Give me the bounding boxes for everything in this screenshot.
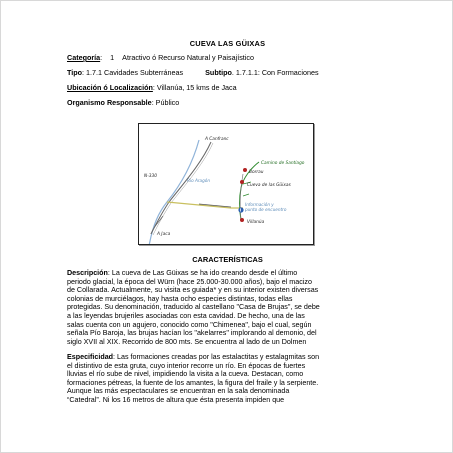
document-title: CUEVA LAS GÜIXAS (189, 39, 266, 48)
label-borrau: Borrau (249, 170, 264, 175)
descripcion-line: de Collarada. Actualmente, su visita es guiada* y en su interior existen diversas (67, 286, 319, 295)
label-informacion-2: punto de encuentro (245, 207, 287, 212)
categoria-row (67, 53, 254, 62)
location-map (138, 123, 314, 245)
especificidad-line: lluvias el río sube de nivel, impidiendo la visita a la cueva. Destacan, como (67, 370, 304, 379)
especificidad-label: Especificidad (67, 353, 114, 361)
road-n330-edge (153, 143, 213, 235)
especificidad-line: formaciones pétreas, la fuente de los amantes, la figura del fraile y la serpiente. (67, 378, 319, 387)
organismo-row (67, 98, 179, 107)
descripcion-line: salas cuenta con un agujero, conocido como "Chimenea", bajo el cual, según (67, 320, 312, 329)
categoria-number: 1 (110, 53, 115, 62)
descripcion-line: protegidas. Su denominación, traducido al castellano "Casa de Brujas", se debe (67, 303, 320, 312)
ubicacion-value: : Villanúa, 15 kms de Jaca (152, 83, 237, 92)
river-line (149, 140, 199, 245)
categoria-separator: : (100, 53, 103, 62)
organismo-value: : Público (151, 98, 180, 107)
descripcion-line: señala Pío Baroja, las brujas hacían los "akelarres" implorando al demonio, del (67, 329, 317, 338)
especificidad-line: Aunque las más espectaculares se encuentran en la sala denominada (67, 387, 290, 396)
descripcion-paragraph (67, 269, 397, 346)
especificidad-line-1: Especificidad: Las formaciones creadas por las estalactitas y estalagmitas son (67, 353, 320, 361)
descripcion-label: Descripción (67, 269, 108, 277)
especificidad-line: “Catedral”. Ni los 16 metros de altura que ésta presenta impiden que (67, 395, 285, 404)
especificidad-paragraph (67, 353, 397, 405)
subtipo-value: . 1.7.1.1: Con Formaciones (231, 68, 319, 77)
descripcion-line: siglo XVII al XIX. Recorrido de 800 mts. Se encuentra al lado de un Dolmen (67, 337, 307, 346)
borrau-marker (243, 168, 247, 172)
tipo-label: Tipo (67, 68, 83, 77)
categoria-label: Categoría (67, 53, 101, 62)
descripcion-line: a las leyendas brujeriles asociadas con esta cavidad. De hecho, una de las (67, 311, 305, 320)
especificidad-line: el distintivo de esta gruta, cuyo interior recorre un río. En épocas de fuertes (67, 361, 306, 370)
local-path (167, 202, 243, 208)
descripcion-line: periodo glacial, la época del Würn (hace 25.000-30.000 años), bajo el macizo (67, 277, 312, 286)
descripcion-line: colonias de murciélagos, hay hasta ocho especies distintas, todas ellas (67, 294, 293, 303)
label-rio-aragon: Rio Aragón (187, 178, 210, 183)
categoria-value: Atractivo ó Recurso Natural y Paisajístico (122, 53, 254, 62)
info-marker-letter: i (239, 207, 242, 213)
tipo-row (67, 68, 319, 77)
ubicacion-row (67, 83, 237, 92)
villanua-marker (240, 218, 244, 222)
label-jaca: A Jaca (157, 232, 171, 237)
label-canfranc: A Canfranc (205, 137, 229, 142)
cueva-marker (240, 180, 244, 184)
tipo-value: : 1.7.1 Cavidades Subterráneas (82, 68, 184, 77)
location-map-drawing (139, 124, 314, 245)
ubicacion-label: Ubicación ó Localización (67, 83, 153, 92)
subtipo-label: Subtipo (205, 68, 232, 77)
label-villanua: Villanúa (247, 220, 265, 225)
label-n330: N-330 (144, 174, 157, 179)
descripcion-line-1: Descripción: La cueva de Las Güixas se ha ido creando desde el último (67, 269, 298, 277)
caracteristicas-title: CARACTERÍSTICAS (192, 255, 263, 264)
organismo-label: Organismo Responsable (67, 98, 152, 107)
label-informacion-1: Información y (245, 202, 274, 207)
label-camino-santiago: Camino de Santiago (261, 161, 305, 166)
label-cueva: Cueva de las Güixas (247, 183, 291, 188)
